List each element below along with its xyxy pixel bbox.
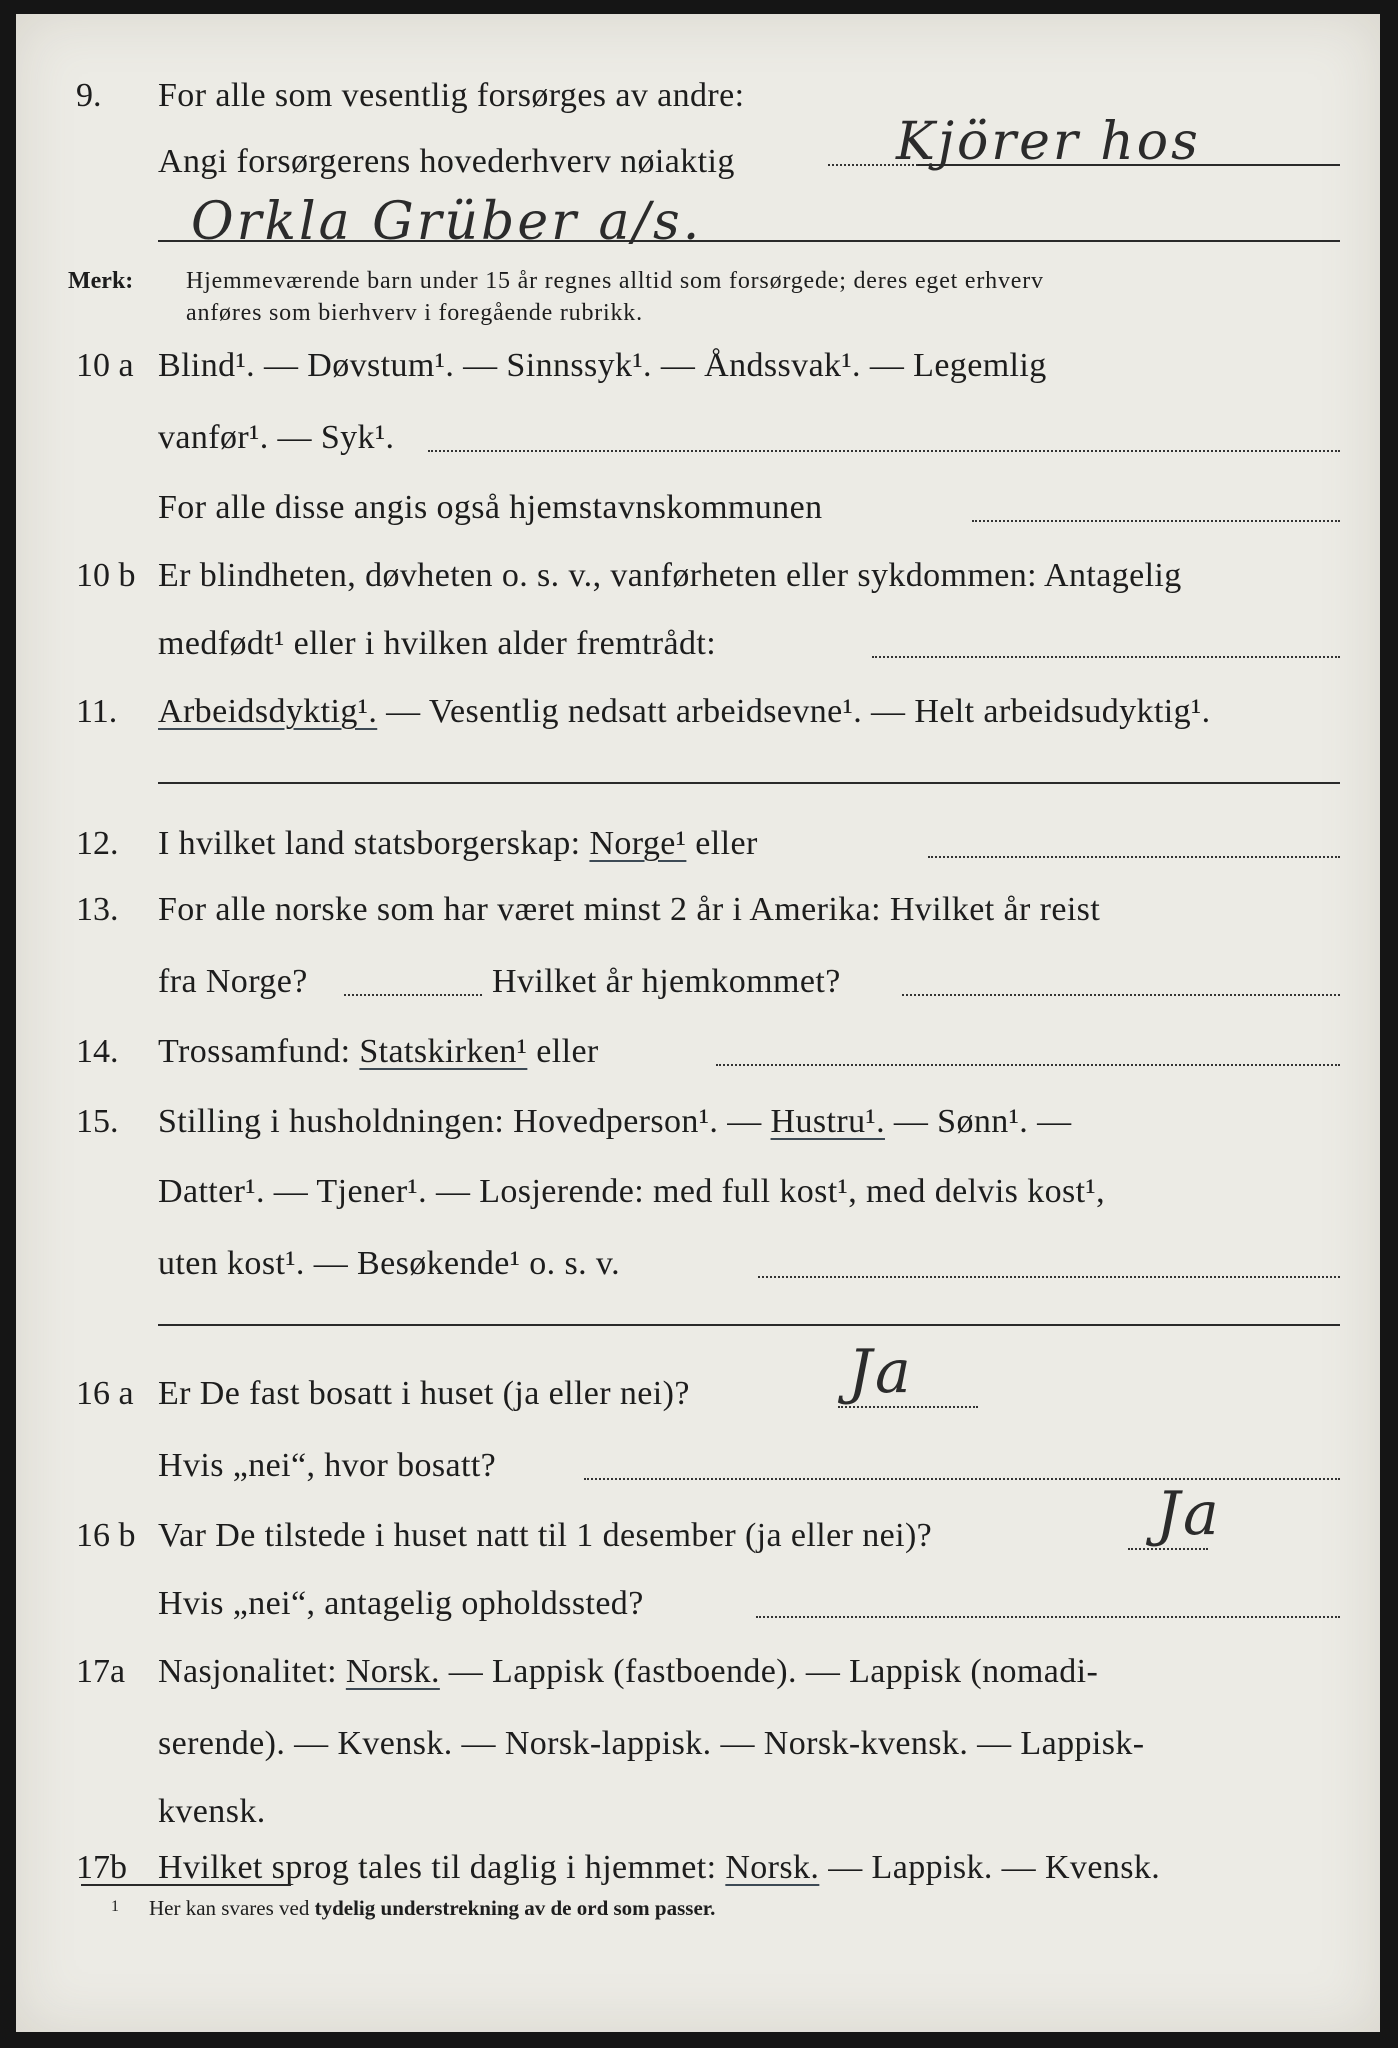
q14-selected-option: Statskirken¹ bbox=[359, 1033, 528, 1070]
q12-number: 12. bbox=[76, 825, 119, 862]
q10b-number: 10 b bbox=[76, 557, 136, 594]
q13-line1: For alle norske som har været minst 2 år i Amerika: Hvilket år reist bbox=[158, 891, 1101, 928]
q14-question: Trossamfund: bbox=[158, 1033, 360, 1070]
q10a-line1: Blind¹. — Døvstum¹. — Sinnssyk¹. — Åndssvak¹. — Legemlig bbox=[158, 347, 1047, 384]
merk-line2: anføres som bierhverv i foregående rubrikk. bbox=[186, 300, 643, 326]
q12-question: I hvilket land statsborgerskap: bbox=[158, 825, 590, 862]
q17a-number: 17a bbox=[76, 1653, 126, 1690]
q17b-selected-option: Norsk. bbox=[725, 1849, 820, 1886]
q15-line3: uten kost¹. — Besøkende¹ o. s. v. bbox=[158, 1245, 621, 1282]
q15-answer-line bbox=[158, 1324, 1340, 1326]
q15-line1 bbox=[158, 1102, 1072, 1142]
q17a-line1 bbox=[158, 1652, 1098, 1692]
q14-dots bbox=[716, 1064, 1340, 1066]
q10a-line3-dots bbox=[972, 520, 1340, 522]
q17b-question: Hvilket sprog tales til daglig i hjemmet: bbox=[158, 1849, 726, 1886]
q16b-handwritten-answer: Ja bbox=[1156, 1479, 1222, 1549]
q17a-line3: kvensk. bbox=[158, 1793, 266, 1830]
q9-handwritten-answer-1: Kjörer hos bbox=[896, 112, 1201, 172]
q11-selected-option: Arbeidsdyktig¹. bbox=[158, 693, 378, 730]
q17b-rest: — Lappisk. — Kvensk. bbox=[819, 1849, 1161, 1886]
q9-handwritten-answer-2: Orkla Grüber a/s. bbox=[191, 192, 703, 252]
q11-line bbox=[158, 692, 1211, 732]
q16b-number: 16 b bbox=[76, 1517, 136, 1554]
footnote bbox=[111, 1895, 716, 1924]
q15-selected-option: Hustru¹. bbox=[770, 1103, 885, 1140]
footnote-rule bbox=[81, 1884, 291, 1886]
q14-number: 14. bbox=[76, 1033, 119, 1070]
q17b-number: 17b bbox=[76, 1849, 127, 1886]
q16a-line1: Er De fast bosatt i huset (ja eller nei)? bbox=[158, 1375, 690, 1412]
q16a-line2-dots bbox=[584, 1478, 1340, 1480]
q17a-question: Nasjonalitet: bbox=[158, 1653, 346, 1690]
merk-line1: Hjemmeværende barn under 15 år regnes alltid som forsørgede; deres eget erhverv bbox=[186, 268, 1044, 294]
q10b-line2: medfødt¹ eller i hvilken alder fremtrådt: bbox=[158, 625, 717, 662]
q14-eller: eller bbox=[527, 1033, 599, 1070]
q9-line2: Angi forsørgerens hovederhverv nøiaktig bbox=[158, 143, 735, 180]
q15-dots bbox=[758, 1276, 1340, 1278]
census-form-page bbox=[16, 14, 1380, 2032]
q17a-line2: serende). — Kvensk. — Norsk-lappisk. — Norsk-kvensk. — Lappisk- bbox=[158, 1725, 1145, 1762]
q13-number: 13. bbox=[76, 891, 119, 928]
q16b-line2: Hvis „nei“, antagelig opholdssted? bbox=[158, 1585, 644, 1622]
q15-line1-text: Stilling i husholdningen: Hovedperson¹. — bbox=[158, 1103, 771, 1140]
merk-label: Merk: bbox=[68, 268, 134, 294]
q17b-line bbox=[158, 1848, 1160, 1888]
q10a-line3: For alle disse angis også hjemstavnskommunen bbox=[158, 489, 823, 526]
q16b-line2-dots bbox=[756, 1616, 1340, 1618]
q12-eller: eller bbox=[686, 825, 758, 862]
q16a-handwritten-answer: Ja bbox=[848, 1337, 914, 1407]
q10b-dots bbox=[872, 656, 1340, 658]
q16a-line2: Hvis „nei“, hvor bosatt? bbox=[158, 1447, 497, 1484]
q10a-line2-dots bbox=[428, 450, 1340, 452]
q15-line2: Datter¹. — Tjener¹. — Losjerende: med full kost¹, med delvis kost¹, bbox=[158, 1173, 1105, 1210]
q17a-line1-end: — Lappisk (fastboende). — Lappisk (nomadi- bbox=[439, 1653, 1099, 1690]
footnote-mark: 1 bbox=[111, 1898, 119, 1915]
footnote-text: Her kan svares ved bbox=[149, 1896, 315, 1920]
q11-answer-line bbox=[158, 782, 1340, 784]
q15-line1-end: — Sønn¹. — bbox=[884, 1103, 1072, 1140]
q12-selected-option: Norge¹ bbox=[589, 825, 687, 862]
q13-line2b: Hvilket år hjemkommet? bbox=[492, 963, 841, 1000]
q12-line bbox=[158, 824, 758, 864]
q13-year-returned-dots bbox=[902, 994, 1340, 996]
q10b-line1: Er blindheten, døvheten o. s. v., vanførheten eller sykdommen: Antagelig bbox=[158, 557, 1182, 594]
q11-rest: — Vesentlig nedsatt arbeidsevne¹. — Helt arbeidsudyktig¹. bbox=[377, 693, 1211, 730]
q9-line1: For alle som vesentlig forsørges av andre: bbox=[158, 77, 745, 114]
footnote-bold-text: tydelig understrekning av de ord som passer. bbox=[314, 1896, 716, 1920]
q14-line bbox=[158, 1032, 599, 1072]
q13-year-left-dots bbox=[344, 994, 482, 996]
q10a-line2: vanfør¹. — Syk¹. bbox=[158, 419, 395, 456]
q12-dots bbox=[928, 856, 1340, 858]
q9-number: 9. bbox=[76, 77, 102, 114]
q16a-number: 16 a bbox=[76, 1375, 134, 1412]
q11-number: 11. bbox=[76, 693, 118, 730]
q17a-selected-option: Norsk. bbox=[345, 1653, 440, 1690]
q16b-line1: Var De tilstede i huset natt til 1 desember (ja eller nei)? bbox=[158, 1517, 933, 1554]
q15-number: 15. bbox=[76, 1103, 119, 1140]
q10a-number: 10 a bbox=[76, 347, 134, 384]
q13-line2a: fra Norge? bbox=[158, 963, 308, 1000]
